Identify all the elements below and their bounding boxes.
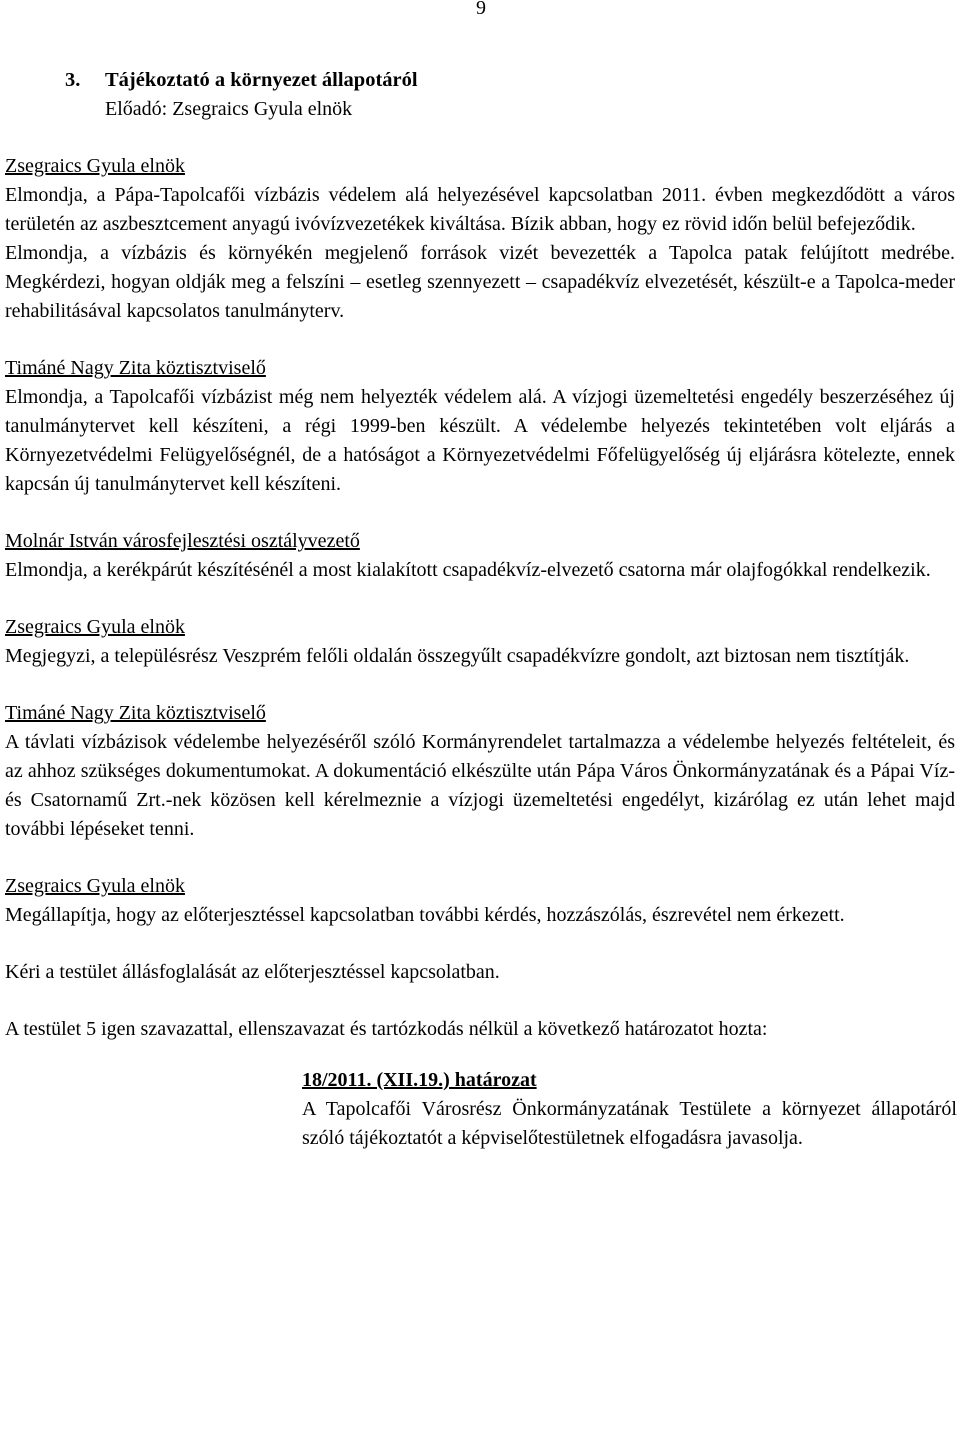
speaker-name: Zsegraics Gyula elnök (5, 155, 185, 177)
speech-paragraph: Elmondja, a kerékpárút készítésénél a most kialakított csapadékvíz-elvezető csatorna már olajfogókkal rendelkezik. (5, 559, 931, 581)
agenda-item-presenter: Előadó: Zsegraics Gyula elnök (105, 98, 353, 120)
speaker-name: Timáné Nagy Zita köztisztviselő (5, 357, 266, 379)
speaker-name: Timáné Nagy Zita köztisztviselő (5, 702, 266, 724)
document-body (5, 66, 955, 1153)
resolution-title: 18/2011. (XII.19.) határozat (302, 1069, 537, 1091)
agenda-item-number: 3. (65, 69, 81, 91)
speaker-block (5, 152, 955, 326)
resolution-text: A Tapolcafői Városrész Önkormányzatának Testülete a környezet állapotáról szóló tájékoztatót a képviselőtestületnek elfogadásra javasolja. (302, 1098, 957, 1149)
speech-paragraph: Megállapítja, hogy az előterjesztéssel kapcsolatban további kérdés, hozzászólás, észrevétel nem érkezett. (5, 904, 845, 926)
vote-statement: A testület 5 igen szavazattal, ellenszavazat és tartózkodás nélkül a következő határozatot hozta: (5, 1018, 768, 1040)
request-statement: Kéri a testület állásfoglalását az előterjesztéssel kapcsolatban. (5, 961, 500, 983)
speaker-block (5, 872, 955, 930)
page-number: 9 (476, 0, 486, 19)
speech-paragraph: Elmondja, a vízbázis és környékén megjelenő források vizét bevezették a Tapolca patak felújított medrébe. Megkérdezi, hogyan oldják meg a felszíni – esetleg szennyezett – csapadékvíz elvezetését, készült-e a Tapolca-meder rehabilitásával kapcsolatos tanulmányterv. (5, 242, 955, 322)
speaker-block (5, 354, 955, 499)
agenda-item-title: Tájékoztató a környezet állapotáról (105, 69, 418, 91)
speaker-block (5, 527, 955, 585)
speaker-name: Molnár István városfejlesztési osztályvezető (5, 530, 360, 552)
agenda-item-heading (5, 66, 955, 95)
speaker-block (5, 613, 955, 671)
speech-paragraph: Elmondja, a Tapolcafői vízbázist még nem helyezték védelem alá. A vízjogi üzemeltetési engedély beszerzéséhez új tanulmánytervet kell készíteni, a régi 1999-ben készült. A védelembe helyezés tekintetében volt eljárás a Környezetvédelmi Felügyelőségnél, de a hatóságot a Környezetvédelmi Főfelügyelőség új eljárásra kötelezte, ennek kapcsán új tanulmánytervet kell készíteni. (5, 386, 955, 495)
speaker-name: Zsegraics Gyula elnök (5, 875, 185, 897)
speech-paragraph: A távlati vízbázisok védelembe helyezéséről szóló Kormányrendelet tartalmazza a védelembe helyezés feltételeit, és az ahhoz szükséges dokumentumokat. A dokumentáció elkészülte után Pápa Város Önkormányzatának és a Pápai Víz-és Csatornamű Zrt.-nek közösen kell kérelmeznie a vízjogi üzemeltetési engedélyt, kizárólag ez után lehet majd további lépéseket tenni. (5, 731, 955, 840)
speaker-name: Zsegraics Gyula elnök (5, 616, 185, 638)
speech-paragraph: Megjegyzi, a településrész Veszprém felőli oldalán összegyűlt csapadékvízre gondolt, azt biztosan nem tisztítják. (5, 645, 910, 667)
speech-paragraph: Elmondja, a Pápa-Tapolcafői vízbázis védelem alá helyezésével kapcsolatban 2011. évben megkezdődött a város területén az aszbesztcement anyagú ivóvízvezetékek kiváltása. Bízik abban, hogy ez rövid időn belül befejeződik. (5, 184, 955, 235)
resolution-block (302, 1066, 957, 1153)
speaker-block (5, 699, 955, 844)
